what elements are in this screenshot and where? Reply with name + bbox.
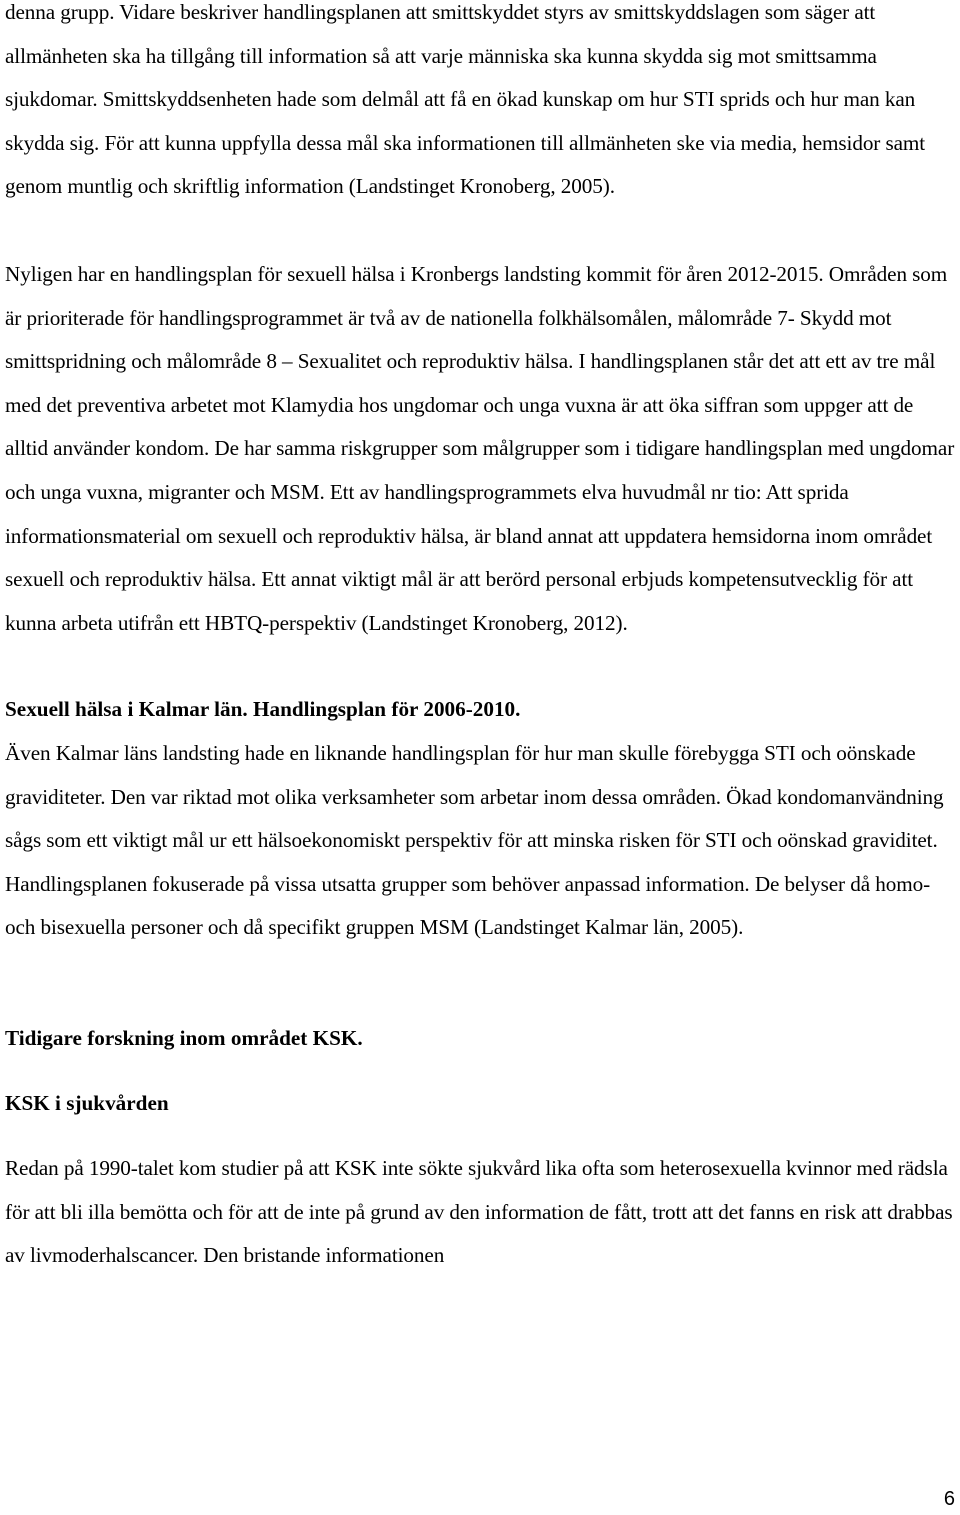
paragraph-kronoberg-2012: Nyligen har en handlingsplan för sexuell hälsa i Kronbergs landsting kommit för åren 2012-2015. Områden som är prioriterade för handlingsprogrammet är två av de nationella folkhälsomålen, målområde 7- Skydd mot smittspridning och målområde 8 – Sexualitet och reproduktiv hälsa. I handlingsplanen står det att ett av tre mål med det preventiva arbetet mot Klamydia hos ungdomar och unga vuxna är att öka siffran som uppger att de alltid använder kondom. De har samma riskgrupper som målgrupper som i tidigare handlingsplan med ungdomar och unga vuxna, migranter och MSM. Ett av handlingsprogrammets elva huvudmål nr tio: Att sprida informationsmaterial om sexuell och reproduktiv hälsa, är bland annat att uppdatera hemsidorna inom området sexuell och reproduktiv hälsa. Ett annat viktigt mål är att berörd personal erbjuds kompetensutvecklig för att kunna arbeta utifrån ett HBTQ-perspektiv (Landstinget Kronoberg, 2012). (5, 261, 955, 635)
page-number: 6 (943, 1488, 955, 1510)
heading-tidigare-forskning: Tidigare forskning inom området KSK. (5, 1025, 363, 1050)
heading-kalmar-handlingsplan: Sexuell hälsa i Kalmar län. Handlingsplan för 2006-2010. (5, 697, 521, 722)
heading-ksk-sjukvarden: KSK i sjukvården (5, 1091, 169, 1116)
paragraph-kalmar: Även Kalmar läns landsting hade en liknande handlingsplan för hur man skulle förebygga STI och oönskade graviditeter. Den var riktad mot olika verksamheter som arbetar inom dessa områden. Ökad kondomanvändning sågs som ett viktigt mål ur ett hälsoekonomiskt perspektiv för att minska risken för STI och oönskad graviditet. Handlingsplanen fokuserade på vissa utsatta grupper som behöver anpassad information. De belyser då homo- och bisexuella personer och då specifikt gruppen MSM (Landstinget Kalmar län, 2005). (5, 740, 944, 940)
paragraph-ksk: Redan på 1990-talet kom studier på att KSK inte sökte sjukvård lika ofta som heterosexuella kvinnor med rädsla för att bli illa bemötta och för att de inte på grund av den information de fått, trott att det fanns en risk att drabbas av livmoderhalscancer. Den bristande informationen (5, 1156, 953, 1268)
document-page (5, 0, 957, 1278)
paragraph-smittskydd: denna grupp. Vidare beskriver handlingsplanen att smittskyddet styrs av smittskyddslagen som säger att allmänheten ska ha tillgång till information så att varje människa ska kunna skydda sig mot smittsamma sjukdomar. Smittskyddsenheten hade som delmål att få en ökad kunskap om hur STI sprids och hur man kan skydda sig. För att kunna uppfylla dessa mål ska informationen till allmänheten ske via media, hemsidor samt genom muntlig och skriftlig information (Landstinget Kronoberg, 2005). (5, 0, 926, 199)
